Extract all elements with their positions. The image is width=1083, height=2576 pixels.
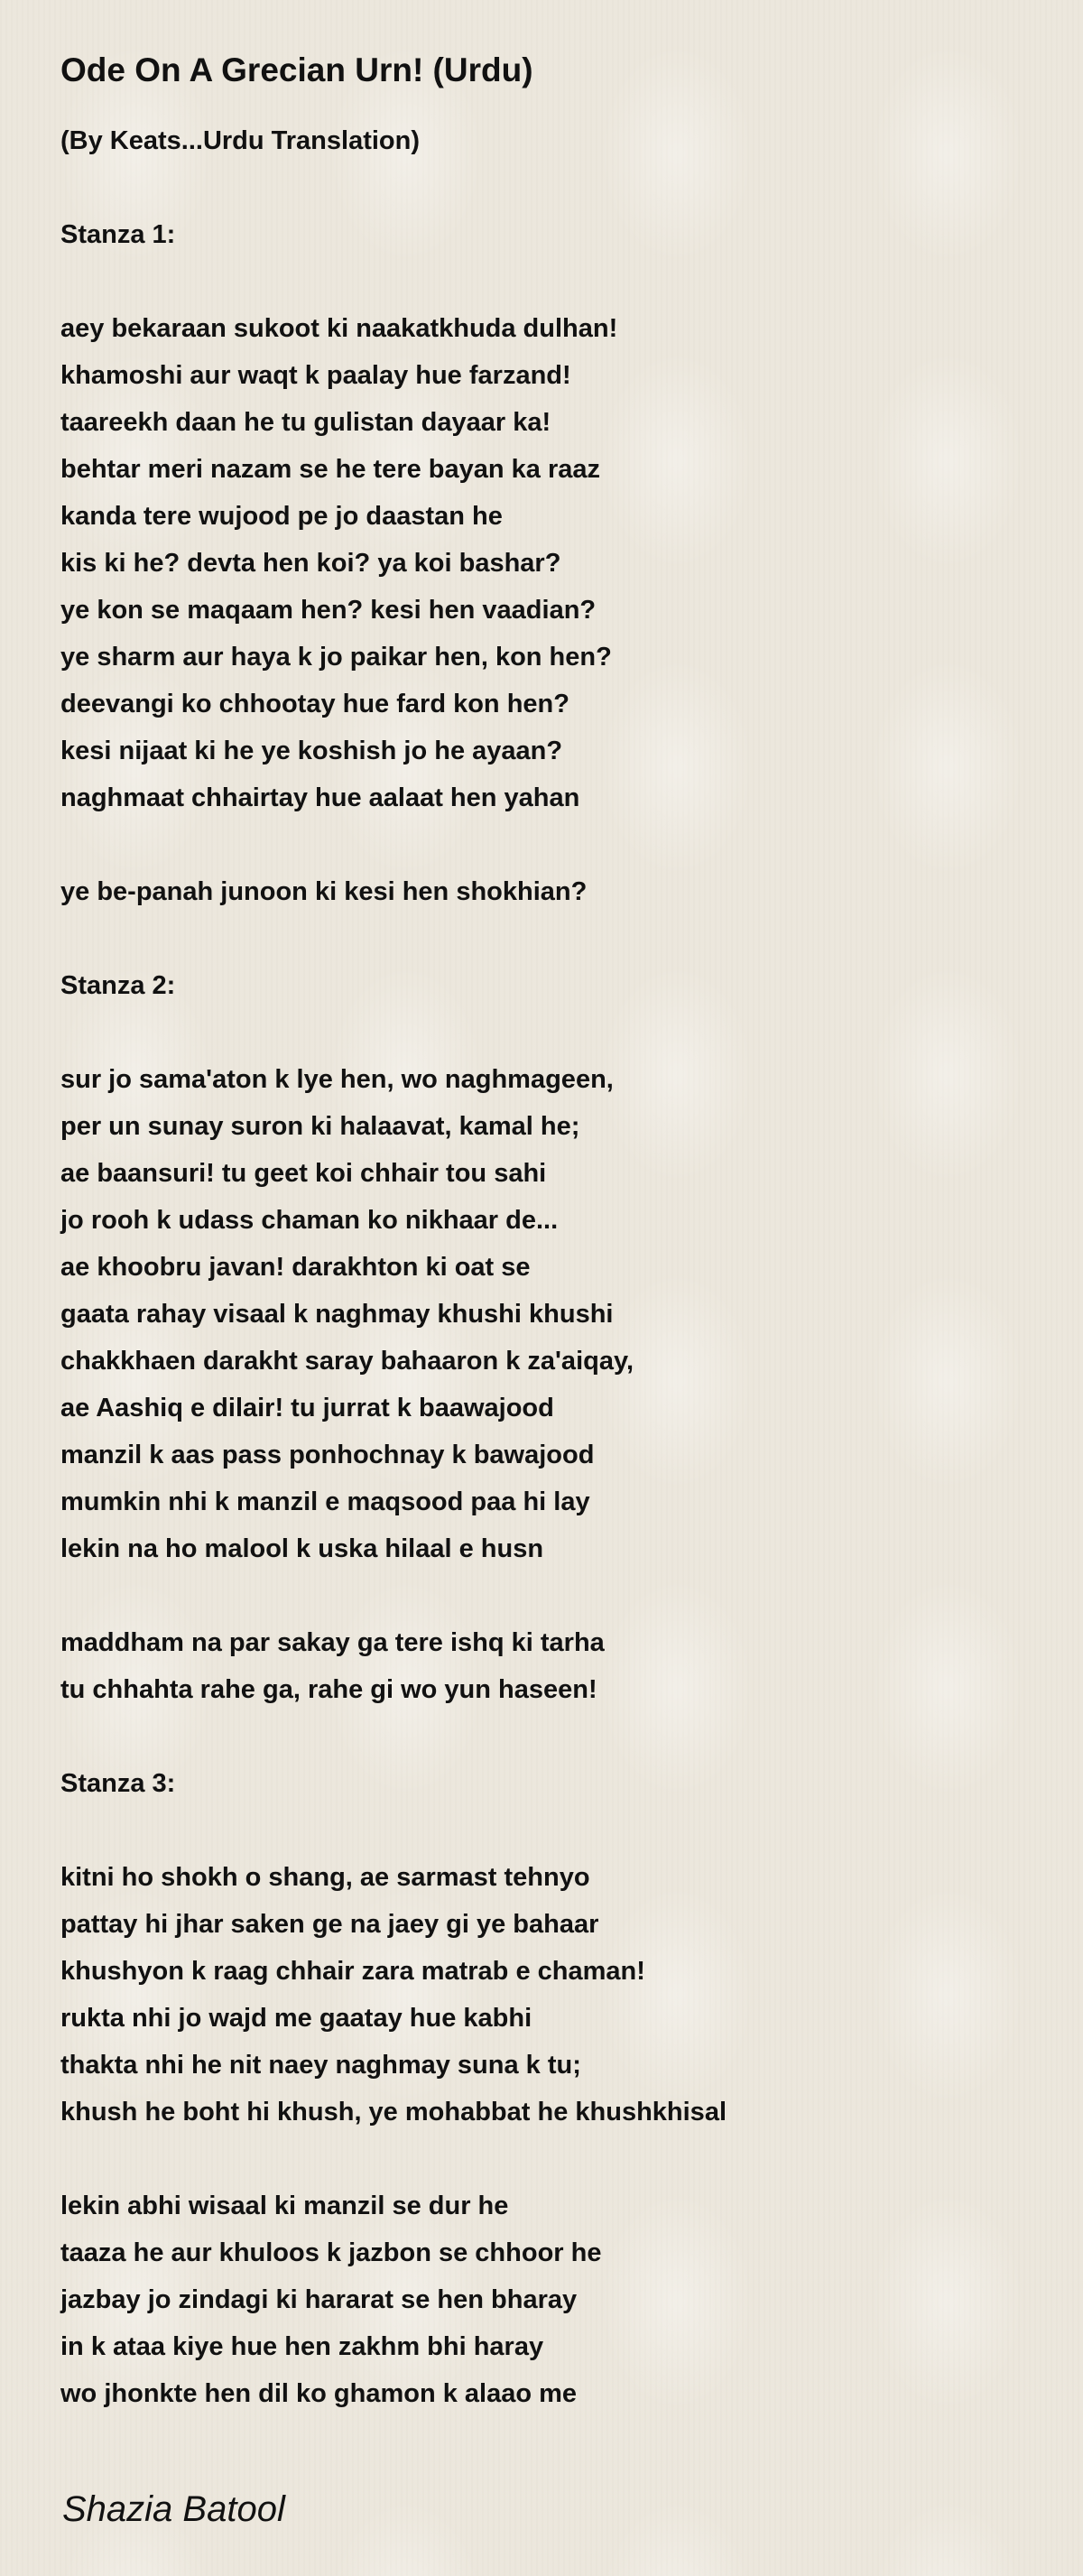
poem-line: lekin na ho malool k uska hilaal e husn: [60, 1534, 544, 1563]
poem-line: maddham na par sakay ga tere ishq ki tarha: [60, 1628, 605, 1657]
poem-title: Ode On A Grecian Urn! (Urdu): [60, 51, 533, 88]
poem-line: sur jo sama'aton k lye hen, wo naghmageen,: [60, 1065, 614, 1094]
poem-line: lekin abhi wisaal ki manzil se dur he: [60, 2191, 509, 2220]
poem-line: kitni ho shokh o shang, ae sarmast tehnyo: [60, 1863, 590, 1892]
poem-line: kis ki he? devta hen koi? ya koi bashar?: [60, 549, 561, 578]
poem-line: jazbay jo zindagi ki hararat se hen bharay: [60, 2285, 578, 2314]
stanza-break: [60, 1713, 1035, 1760]
poem-line: pattay hi jhar saken ge na jaey gi ye bahaar: [60, 1910, 599, 1939]
poem-line: rukta nhi jo wajd me gaatay hue kabhi: [60, 2004, 532, 2033]
poem-line: chakkhaen darakht saray bahaaron k za'aiqay,: [60, 1347, 634, 1376]
poem-line: kanda tere wujood pe jo daastan he: [60, 502, 503, 531]
stanza-heading: Stanza 1:: [60, 220, 176, 249]
poem-container: [60, 45, 1035, 2417]
stanza-break: [60, 821, 1035, 868]
poem-line: kesi nijaat ki he ye koshish jo he ayaan?: [60, 737, 563, 765]
poem-line: ae khoobru javan! darakhton ki oat se: [60, 1253, 531, 1282]
poem-line: gaata rahay visaal k naghmay khushi khushi: [60, 1300, 614, 1329]
poem-line: khush he boht hi khush, ye mohabbat he khushkhisal: [60, 2098, 727, 2127]
poem-line: khushyon k raag chhair zara matrab e chaman!: [60, 1957, 645, 1986]
poem-line: per un sunay suron ki halaavat, kamal he;: [60, 1112, 580, 1141]
stanza-heading: Stanza 3:: [60, 1769, 176, 1798]
poem-line: tu chhahta rahe ga, rahe gi wo yun haseen!: [60, 1675, 597, 1704]
poem-line: khamoshi aur waqt k paalay hue farzand!: [60, 361, 571, 390]
poem-body: [60, 117, 1035, 2417]
poem-subtitle: (By Keats...Urdu Translation): [60, 126, 421, 155]
poem-line: naghmaat chhairtay hue aalaat hen yahan: [60, 783, 580, 812]
poem-line: mumkin nhi k manzil e maqsood paa hi lay: [60, 1487, 590, 1516]
stanza-break: [60, 2136, 1035, 2182]
poem-line: jo rooh k udass chaman ko nikhaar de...: [60, 1206, 559, 1235]
poem-line: behtar meri nazam se he tere bayan ka raaz: [60, 455, 601, 484]
poem-line: ae Aashiq e dilair! tu jurrat k baawajood: [60, 1394, 554, 1422]
stanza-break: [60, 1807, 1035, 1854]
poem-line: aey bekaraan sukoot ki naakatkhuda dulhan!: [60, 314, 618, 343]
poem-author: Shazia Batool: [62, 2489, 285, 2529]
poem-line: thakta nhi he nit naey naghmay suna k tu;: [60, 2051, 581, 2080]
stanza-break: [60, 915, 1035, 962]
poem-line: ye kon se maqaam hen? kesi hen vaadian?: [60, 596, 597, 625]
poem-line: taareekh daan he tu gulistan dayaar ka!: [60, 408, 551, 437]
stanza-break: [60, 1009, 1035, 1056]
stanza-break: [60, 1572, 1035, 1619]
poem-line: ye sharm aur haya k jo paikar hen, kon hen?: [60, 643, 612, 672]
poem-line: manzil k aas pass ponhochnay k bawajood: [60, 1441, 595, 1469]
stanza-break: [60, 258, 1035, 305]
poem-line: ye be-panah junoon ki kesi hen shokhian?: [60, 877, 588, 906]
poem-line: taaza he aur khuloos k jazbon se chhoor he: [60, 2238, 602, 2267]
stanza-heading: Stanza 2:: [60, 971, 176, 1000]
poem-line: wo jhonkte hen dil ko ghamon k alaao me: [60, 2379, 578, 2408]
stanza-break: [60, 164, 1035, 211]
poem-line: ae baansuri! tu geet koi chhair tou sahi: [60, 1159, 547, 1188]
poem-line: deevangi ko chhootay hue fard kon hen?: [60, 690, 569, 718]
poem-line: in k ataa kiye hue hen zakhm bhi haray: [60, 2332, 544, 2361]
